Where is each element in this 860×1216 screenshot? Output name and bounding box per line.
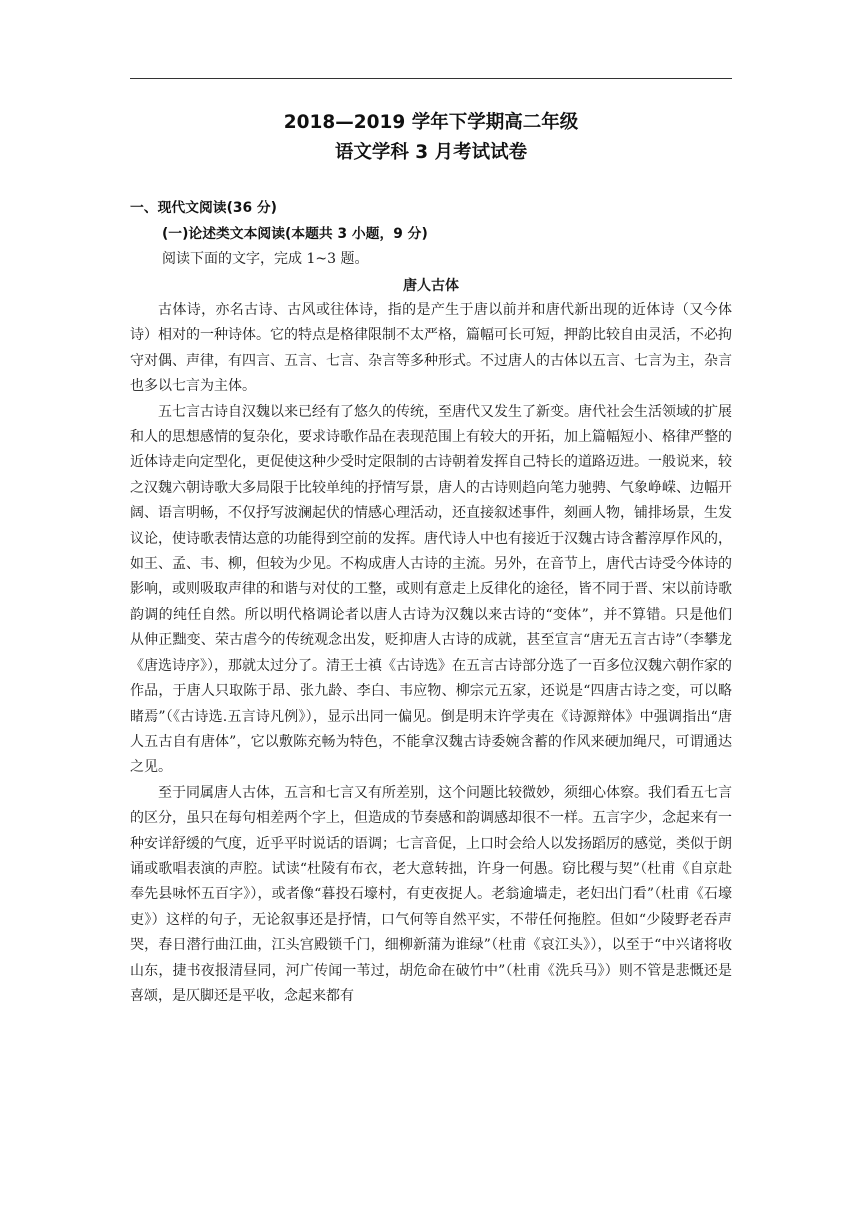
header-rule [130, 78, 732, 79]
exam-title-line2: 语文学科 3 月考试试卷 [334, 142, 528, 163]
reading-instruction: 阅读下面的文字，完成 1~3 题。 [162, 251, 369, 267]
section-subheading: (一)论述类文本阅读(本题共 3 小题，9 分) [162, 226, 428, 242]
article-paragraph-2: 五七言古诗自汉魏以来已经有了悠久的传统，至唐代又发生了新变。唐代社会生活领域的扩展和人的思想感情的复杂化，要求诗歌作品在表现范围上有较大的开拓，加上篇幅短小、格律严整的近体诗走向定型化，更促使这种少受时定限制的古诗朝着发挥自己特长的道路迈进。一般说来，较之汉魏六朝诗歌大多局限于比较单纯的抒情写景，唐人的古诗则趋向笔力驰骋、气象峥嵘、边幅开阔、语言明畅，不仅抒写波澜起伏的情感心理活动，还直接叙述事件，刻画人物，铺排场景，生发议论，使诗歌表情达意的功能得到空前的发挥。唐代诗人中也有接近于汉魏古诗含蓄淳厚作风的，如王、孟、韦、柳，但较为少见。不构成唐人古诗的主流。另外，在音节上，唐代古诗受今体诗的影响，或则吸取声律的和谐与对仗的工整，或则有意走上反律化的途径，皆不同于晋、宋以前诗歌韵调的纯任自然。所以明代格调论者以唐人古诗为汉魏以来古诗的“变体”，并不算错。只是他们从伸正黜变、荣古虐今的传统观念出发，贬抑唐人古诗的成就，甚至宣言“唐无五言古诗”（李攀龙《唐选诗序》），那就太过分了。清王士禛《古诗选》在五言古诗部分选了一百多位汉魏六朝作家的作品，于唐人只取陈于昂、张九龄、李白、韦应物、柳宗元五家，还说是“四唐古诗之变，可以略睹焉”（《古诗选.五言诗凡例》），显示出同一偏见。倒是明末许学夷在《诗源辩体》中强调指出“唐人五古自有唐体”，它以敷陈充畅为特色，不能拿汉魏古诗委婉含蓄的作风来硬加绳尺，可谓通达之见。 [130, 403, 732, 776]
exam-title-line1: 2018—2019 学年下学期高二年级 [283, 112, 579, 133]
article-paragraph-1: 古体诗，亦名古诗、古风或往体诗，指的是产生于唐以前并和唐代新出现的近体诗（又今体诗）相对的一种诗体。它的特点是格律限制不太严格，篇幅可长可短，押韵比较自由灵活，不必拘守对偶、声律，有四言、五言、七言、杂言等多种形式。不过唐人的古体以五言、七言为主，杂言也多以七言为主体。 [130, 302, 732, 395]
section-heading: 一、现代文阅读(36 分) [130, 200, 277, 216]
article-body [130, 298, 732, 1009]
article-paragraph-3: 至于同属唐人古体，五言和七言又有所差别，这个问题比较微妙，须细心体察。我们看五七言的区分，虽只在每句相差两个字上，但造成的节奏感和韵调感却很不一样。五言字少，念起来有一种安详舒缓的气度，近乎平时说话的语调；七言音促，上口时会给人以发扬蹈厉的感觉，类似于朗诵或歌唱表演的声腔。试读“杜陵有布衣，老大意转拙，许身一何愚。窃比稷与契”（杜甫《自京赴奉先县咏怀五百字》），或者像“暮投石壕村，有吏夜捉人。老翁逾墙走，老妇出门看”（杜甫《石壕吏》）这样的句子，无论叙事还是抒情，口气何等自然平实，不带任何拖腔。但如“少陵野老吞声哭，春日潜行曲江曲，江头宫殿锁千门，细柳新蒲为谁绿”（杜甫《哀江头》），以至于“中兴诸将收山东，捷书夜报清昼同，河广传闻一苇过，胡危命在破竹中”（杜甫《洗兵马》）则不管是悲慨还是喜颂，是仄脚还是平收，念起来都有 [130, 784, 732, 1004]
article-title: 唐人古体 [403, 278, 459, 294]
